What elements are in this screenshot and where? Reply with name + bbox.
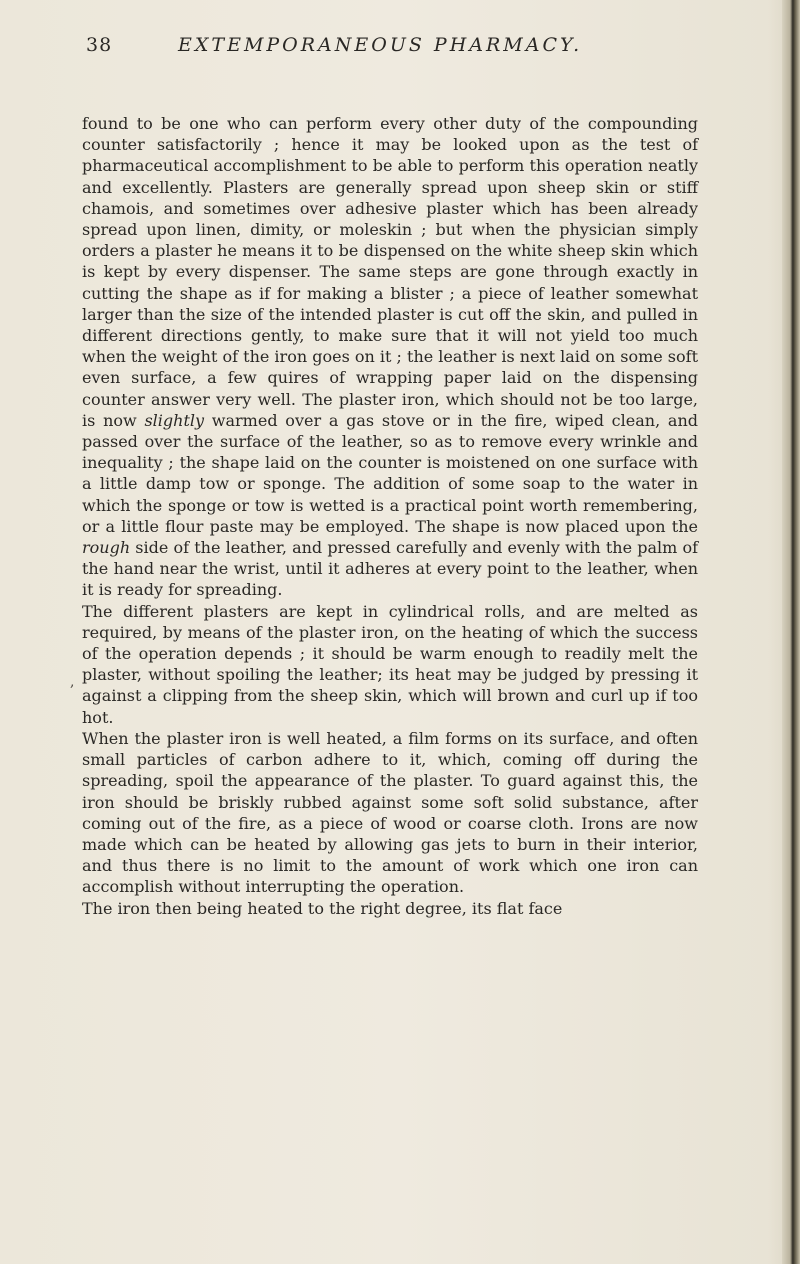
- emphasis-slightly: slightly: [144, 410, 205, 430]
- paragraph-3: When the plaster iron is well heated, a film forms on its surface, and often small particles of carbon adhere to it, which, coming off during the spreading, spoil the appearance of the plaster. To guard against this, the iron should be briskly rubbed against some soft solid substance, after coming out of the fire, as a piece of wood or coarse cloth. Irons are now made which can be heated by allowing gas jets to burn in their interior, and thus there is no limit to the amount of work which one iron can accomplish without interrupting the operation.: [82, 728, 698, 897]
- body-text: [82, 113, 698, 919]
- paragraph-1: found to be one who can perform every other duty of the compounding counter satisfactorily ; hence it may be looked upon as the test of pharmaceutical accomplishment to be able to perform this operation neatly and excellently. Plasters are generally spread upon sheep skin or stiff chamois, and sometimes over adhesive plaster which has been already spread upon linen, dimity, or moleskin ; but when the physician simply orders a plaster he means it to be dispensed on the white sheep skin which is kept by every dispenser. The same steps are gone through exactly in cutting the shape as if for making a blister ; a piece of leather somewhat larger than the size of the intended plaster is cut off the skin, and pulled in different directions gently, to make sure that it will not yield too much when the weight of the iron goes on it ; the leather is next laid on some soft even surface, a few quires of wrapping paper laid on the dispensing counter answer very well. The plaster iron, which should not be too large, is now slightly warmed over a gas stove or in the fire, wiped clean, and passed over the surface of the leather, so as to remove every wrinkle and inequality ; the shape laid on the counter is moistened on one surface with a little damp tow or sponge. The addition of some soap to the water in which the sponge or tow is wetted is a practical point worth remembering, or a little flour paste may be employed. The shape is now placed upon the rough side of the leather, and pressed carefully and evenly with the palm of the hand near the wrist, until it adheres at every point to the leather, when it is ready for spreading.: [82, 114, 698, 600]
- page-number: 38: [86, 34, 113, 56]
- paragraph-4: The iron then being heated to the right degree, its flat face: [82, 898, 563, 918]
- emphasis-rough: rough: [82, 538, 131, 558]
- running-title: EXTEMPORANEOUS PHARMACY.: [178, 34, 583, 56]
- page-edge-shadow: [782, 0, 800, 1264]
- paragraph-2: The different plasters are kept in cylindrical rolls, and are melted as required, by means of the plaster iron, on the heating of which the success of the operation depends ; it should be warm enough to readily melt the plaster, without spoiling the leather; its heat may be judged by pressing it against a clipping from the sheep skin, which will brown and curl up if too hot.: [82, 601, 698, 727]
- margin-mark: ,: [70, 674, 75, 690]
- page-header: [0, 34, 800, 64]
